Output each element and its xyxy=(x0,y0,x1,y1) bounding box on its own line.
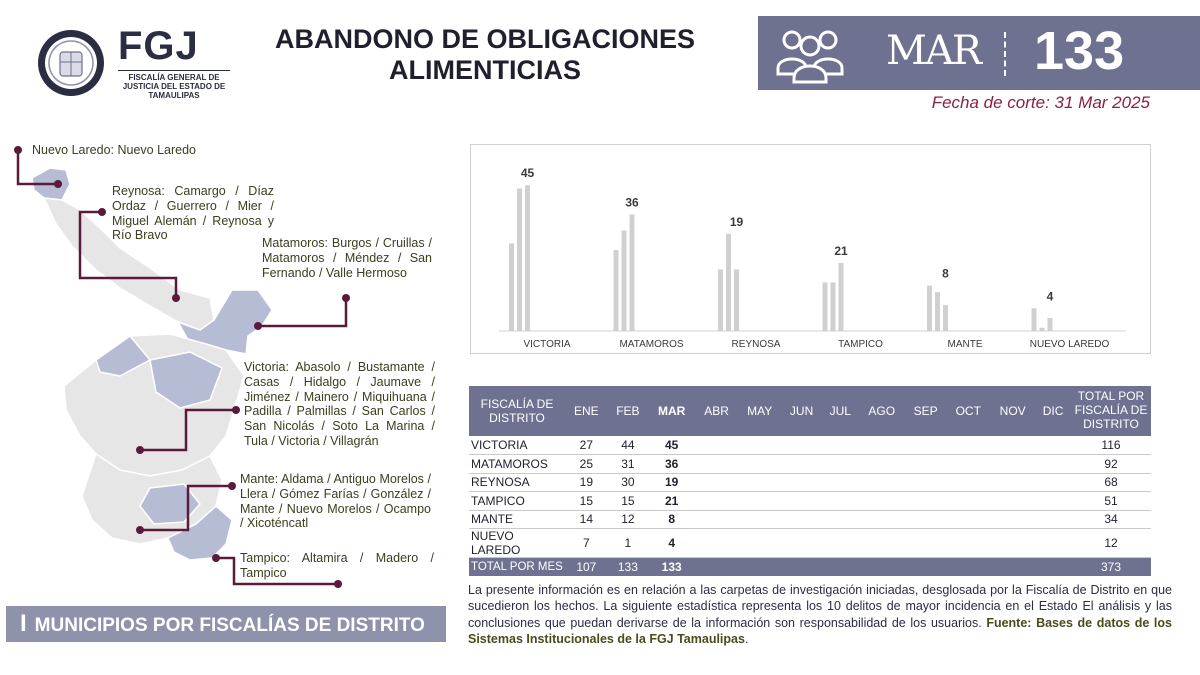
chart-bar xyxy=(622,231,627,331)
table-cell-total: 34 xyxy=(1071,510,1151,529)
note-source: Fuente: Bases de datos de los Sistemas Institucionales de la FGJ Tamaulipas xyxy=(468,615,1172,646)
current-month-label: MAR xyxy=(886,28,980,74)
table-cell: 133 xyxy=(608,558,648,577)
chart-bar xyxy=(525,185,530,331)
region-label-mante: Mante: Aldama / Antiguo Morelos / Llera / Gómez Farías / González / Mante / Nuevo Morelos / Ocampo / Xicoténcatl xyxy=(240,472,431,531)
table-header-month: AGO xyxy=(859,386,905,436)
chart-bar xyxy=(927,286,932,331)
chart-data-label: 21 xyxy=(834,243,848,258)
table-cell: 27 xyxy=(565,436,608,455)
current-month-total: 133 xyxy=(1034,21,1125,81)
fgj-logo xyxy=(36,26,226,106)
table-cell-total: 373 xyxy=(1071,558,1151,577)
bar-chart-panel xyxy=(470,144,1151,354)
table-cell-district: TAMPICO xyxy=(469,492,565,511)
table-cell-district: VICTORIA xyxy=(469,436,565,455)
chart-category-label: VICTORIA xyxy=(523,339,571,350)
chart-bar xyxy=(509,244,514,331)
table-cell-total: 51 xyxy=(1071,492,1151,511)
table-row xyxy=(469,529,1151,558)
table-cell: 19 xyxy=(648,473,695,492)
chart-bar xyxy=(1032,308,1037,331)
chart-category-label: REYNOSA xyxy=(731,339,781,350)
section-title-bar xyxy=(6,606,446,642)
table-cell-total: 92 xyxy=(1071,455,1151,474)
section-title: MUNICIPIOS POR FISCALÍAS DE DISTRITO xyxy=(34,615,425,636)
region-label-tampico: Tampico: Altamira / Madero / Tampico xyxy=(240,551,434,580)
org-subtitle: FISCALÍA GENERAL DE JUSTICIA DEL ESTADO DE TAMAULIPAS xyxy=(118,70,230,101)
table-cell: 1 xyxy=(608,529,648,558)
chart-bar xyxy=(943,305,948,331)
table-row xyxy=(469,473,1151,492)
table-cell: 7 xyxy=(565,529,608,558)
table-row xyxy=(469,455,1151,474)
org-title: FGJ xyxy=(118,24,199,68)
table-header-month: ENE xyxy=(565,386,608,436)
chart-data-label: 45 xyxy=(520,166,535,181)
table-header-row xyxy=(469,386,1151,436)
page-title: ABANDONO DE OBLIGACIONES ALIMENTICIAS xyxy=(274,24,696,86)
chart-bar xyxy=(839,263,844,331)
table-header-month: JUL xyxy=(822,386,859,436)
state-seal-icon xyxy=(36,28,106,98)
map-region-victoria xyxy=(64,334,244,476)
table-header-month: DIC xyxy=(1035,386,1071,436)
table-cell-district: TOTAL POR MES xyxy=(469,558,565,577)
table-cell: 36 xyxy=(648,455,695,474)
chart-data-label: 4 xyxy=(1046,289,1054,304)
chart-data-label: 19 xyxy=(729,214,744,229)
chart-bar xyxy=(726,234,731,331)
chart-bar xyxy=(734,269,739,331)
district-bar-chart xyxy=(471,145,1149,352)
note-source-end: . xyxy=(744,631,749,646)
table-cell: 15 xyxy=(565,492,608,511)
table-header-month: JUN xyxy=(781,386,821,436)
table-row xyxy=(469,436,1151,455)
region-label-victoria: Victoria: Abasolo / Bustamante / Casas / Hidalgo / Jaumave / Jiménez / Mainero / Miquihuana / Padilla / Palmillas / San Carlos / San Nicolás / Soto La Marina / Tula / Victoria / Villagrán xyxy=(244,360,435,448)
chart-bar xyxy=(1040,328,1045,331)
table-cell-district: NUEVO LAREDO xyxy=(469,529,565,558)
chart-data-label: 8 xyxy=(942,266,949,281)
table-cell: 21 xyxy=(648,492,695,511)
chart-category-label: NUEVO LAREDO xyxy=(1029,339,1110,350)
chart-bar xyxy=(935,292,940,331)
table-row xyxy=(469,492,1151,511)
table-cell-total: 116 xyxy=(1071,436,1151,455)
table-cell: 107 xyxy=(565,558,608,577)
table-cell-district: MANTE xyxy=(469,510,565,529)
table-cell: 44 xyxy=(608,436,648,455)
region-label-reynosa: Reynosa: Camargo / Díaz Ordaz / Guerrero / Mier / Miguel Alemán / Reynosa y Río Bravo xyxy=(112,184,274,243)
chart-bar xyxy=(831,282,836,331)
table-cell: 25 xyxy=(565,455,608,474)
table-cell: 31 xyxy=(608,455,648,474)
table-cell: 15 xyxy=(608,492,648,511)
chart-data-label: 36 xyxy=(625,195,639,210)
table-cell-district: REYNOSA xyxy=(469,473,565,492)
table-header-month: OCT xyxy=(946,386,990,436)
people-group-icon xyxy=(770,22,850,84)
cut-date: Fecha de corte: 31 Mar 2025 xyxy=(931,93,1150,112)
table-cell: 133 xyxy=(648,558,695,577)
district-table xyxy=(469,386,1151,576)
table-cell-district: MATAMOROS xyxy=(469,455,565,474)
table-cell: 14 xyxy=(565,510,608,529)
table-cell: 12 xyxy=(608,510,648,529)
chart-bar xyxy=(823,282,828,331)
region-label-matamoros: Matamoros: Burgos / Cruillas / Matamoros / Méndez / San Fernando / Valle Hermoso xyxy=(262,236,432,280)
table-cell: 19 xyxy=(565,473,608,492)
note-text: La presente información es en relación a las carpetas de investigación iniciadas, desglosada por la Fiscalía de Distrito en que sucedieron los hechos. La siguiente estadística representa los 10 delitos de mayor incidencia en el Estado El análisis y las conclusiones que puedan derivarse de la información son responsabilidad de los usuarios. xyxy=(468,583,1172,630)
table-cell: 4 xyxy=(648,529,695,558)
table-cell-total: 12 xyxy=(1071,529,1151,558)
month-summary-box xyxy=(758,16,1200,90)
table-header-total: TOTAL POR FISCALÍA DE DISTRITO xyxy=(1071,386,1151,436)
chart-bar xyxy=(614,250,619,331)
month-divider xyxy=(1004,32,1006,76)
methodology-note xyxy=(468,582,1172,647)
table-cell: 30 xyxy=(608,473,648,492)
chart-bar xyxy=(1048,318,1053,331)
table-row xyxy=(469,510,1151,529)
chart-category-label: TAMPICO xyxy=(838,339,883,350)
table-header-month: FEB xyxy=(608,386,648,436)
table-header-month: NOV xyxy=(990,386,1035,436)
table-cell-total: 68 xyxy=(1071,473,1151,492)
chart-category-label: MANTE xyxy=(947,339,983,350)
table-total-row xyxy=(469,558,1151,577)
table-cell: 45 xyxy=(648,436,695,455)
chart-bar xyxy=(718,269,723,331)
region-label-nuevo-laredo: Nuevo Laredo: Nuevo Laredo xyxy=(32,143,197,157)
section-mark: I xyxy=(20,610,27,637)
table-header-month: MAY xyxy=(738,386,781,436)
chart-bar xyxy=(517,188,522,331)
table-header-month: SEP xyxy=(905,386,947,436)
table-header-district: FISCALÍA DE DISTRITO xyxy=(469,386,565,436)
chart-bar xyxy=(630,214,635,331)
chart-category-label: MATAMOROS xyxy=(619,339,684,350)
table-cell: 8 xyxy=(648,510,695,529)
table-header-month: MAR xyxy=(648,386,695,436)
table-header-month: ABR xyxy=(695,386,738,436)
